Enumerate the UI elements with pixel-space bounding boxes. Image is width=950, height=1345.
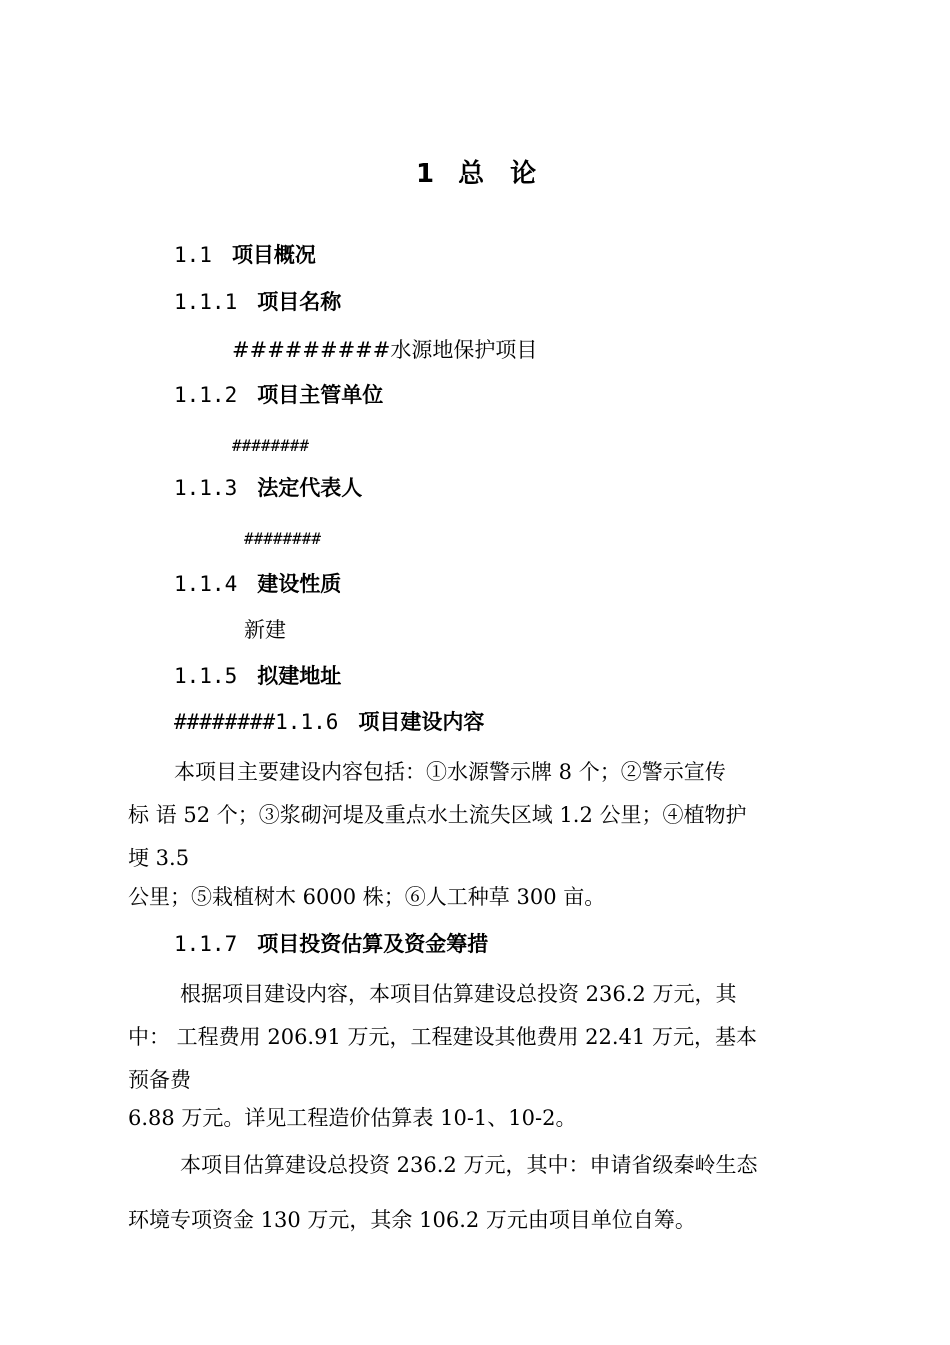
section-heading-1-1-4	[174, 574, 341, 595]
section-number: 1.1.5	[174, 664, 238, 688]
section-title: 项目主管单位	[257, 383, 384, 407]
section-title: 项目概况	[231, 243, 316, 267]
section-number: 1.1.6	[275, 710, 339, 734]
content-line-4: 公里；⑤栽植树木 6000 株；⑥人工种草 300 亩。	[128, 885, 606, 909]
investment-line-1: 根据项目建设内容，本项目估算建设总投资 236.2 万元，其	[180, 982, 737, 1006]
section-number: 1.1.7	[174, 932, 238, 956]
section-number: 1.1.4	[174, 572, 238, 596]
investment-line-3: 预备费	[128, 1068, 191, 1092]
investment-line-2: 中： 工程费用 206.91 万元，工程建设其他费用 22.41 万元，基本	[128, 1025, 757, 1049]
section-heading-1-1-3	[174, 478, 362, 499]
section-title: 项目名称	[257, 290, 342, 314]
section-number: 1.1.1	[174, 290, 238, 314]
project-name-text: #########水源地保护项目	[232, 338, 538, 362]
section-heading-1-1-5	[174, 666, 341, 687]
section-number: 1.1.2	[174, 383, 238, 407]
construction-nature-text: 新建	[244, 618, 286, 642]
section-heading-1-1-1	[174, 292, 341, 313]
investment-line-4: 6.88 万元。详见工程造价估算表 10-1、10-2。	[128, 1106, 577, 1130]
authority-text: ########	[232, 436, 310, 455]
content-line-2: 标 语 52 个；③浆砌河堤及重点水土流失区域 1.2 公里；④植物护	[128, 803, 747, 827]
content-line-1: 本项目主要建设内容包括：①水源警示牌 8 个；②警示宣传	[174, 760, 726, 784]
chapter-number: 1	[416, 159, 435, 189]
legal-rep-text: ########	[244, 529, 322, 548]
section-title: 法定代表人	[257, 476, 363, 500]
chapter-heading	[416, 161, 536, 187]
section-title: 项目建设内容	[358, 710, 485, 734]
chapter-title: 总 论	[458, 159, 537, 189]
section-title: 建设性质	[257, 572, 342, 596]
section-heading-1-1-6	[174, 712, 484, 733]
section-title: 项目投资估算及资金筹措	[257, 932, 489, 956]
funding-line-1: 本项目估算建设总投资 236.2 万元，其中：申请省级秦岭生态	[180, 1153, 758, 1177]
section-heading-1-1-2	[174, 385, 383, 406]
section-heading-1-1-7	[174, 934, 488, 955]
section-title: 拟建地址	[257, 664, 342, 688]
section-number: 1.1	[174, 243, 212, 267]
content-line-3: 埂 3.5	[128, 846, 190, 870]
section-heading-1-1	[174, 245, 316, 266]
address-text: ########	[174, 710, 276, 734]
funding-line-2: 环境专项资金 130 万元，其余 106.2 万元由项目单位自筹。	[128, 1208, 696, 1232]
section-number: 1.1.3	[174, 476, 238, 500]
